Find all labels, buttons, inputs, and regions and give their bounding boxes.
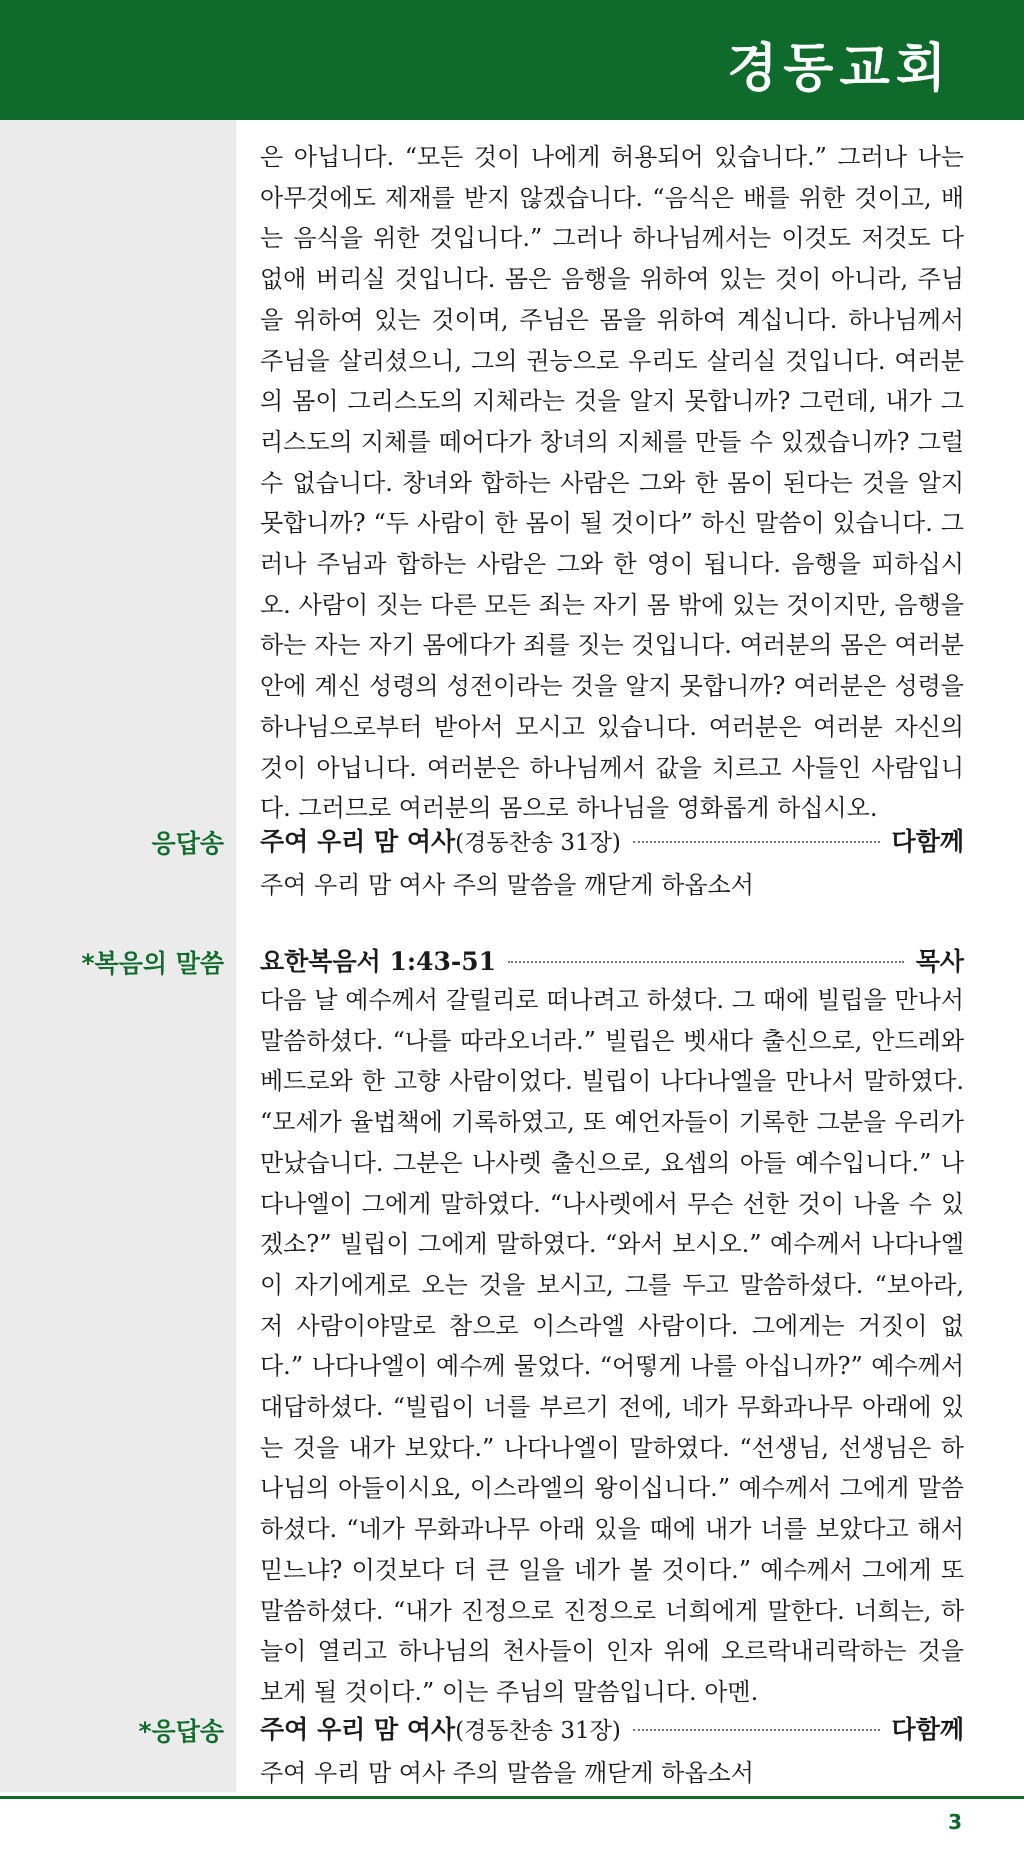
dotted-leader (633, 841, 880, 843)
header-bar (0, 0, 1024, 120)
scripture-reference: 요한복음서 1:43-51 (260, 947, 497, 976)
dotted-leader (633, 1729, 880, 1731)
gospel-label: *복음의 말씀 (81, 949, 224, 978)
leader-name: 목사 (915, 947, 964, 976)
response-song-line-2 (260, 1708, 964, 1748)
gospel-heading (260, 940, 964, 980)
hymn-title: 주여 우리 맘 여사 (260, 827, 456, 856)
gospel-text: 다음 날 예수께서 갈릴리로 떠나려고 하셨다. 그 때에 빌립을 만나서 말씀하셨다. “나를 따라오너라.” 빌립은 벳새다 출신으로, 안드레와 베드로와 한 고향 사람이었다. 빌립이 나다나엘을 만나서 말하였다. “모세가 율법책에 기록하였고, 또 예언자들이 기록한 그분을 우리가 만났습니다. 그분은 나사렛 출신으로, 요셉의 아들 예수입니다.” 나다나엘이 그에게 말하였다. “나사렛에서 무슨 선한 것이 나올 수 있겠소?” 빌립이 그에게 말하였다. “와서 보시오.” 예수께서 나다나엘이 자기에게로 오는 것을 보시고, 그를 두고 말씀하셨다. “보아라, 저 사람이야말로 참으로 이스라엘 사람이다. 그에게는 거짓이 없다.” 나다나엘이 예수께 물었다. “어떻게 나를 아십니까?” 예수께서 대답하셨다. “빌립이 너를 부르기 전에, 네가 무화과나무 아래에 있는 것을 내가 보았다.” 나다나엘이 말하였다. “선생님, 선생님은 하나님의 아들이시요, 이스라엘의 왕이십니다.” 예수께서 그에게 말씀하셨다. “네가 무화과나무 아래 있을 때에 내가 너를 보았다고 해서 믿느냐? 이것보다 더 큰 일을 네가 볼 것이다.” 예수께서 그에게 또 말씀하셨다. “내가 진정으로 진정으로 너희에게 말한다. 너희는, 하늘이 열리고 하나님의 천사들이 인자 위에 오르락내리락하는 것을 보게 될 것이다.” 이는 주님의 말씀입니다. 아멘. (260, 986, 964, 1706)
response-song-lyric-2: 주여 우리 맘 여사 주의 말씀을 깨닫게 하옵소서 (260, 1758, 754, 1787)
response-song-line (260, 820, 964, 860)
response-song-label: 응답송 (151, 829, 224, 858)
page-number: 3 (948, 1810, 962, 1834)
response-song-lyric: 주여 우리 맘 여사 주의 말씀을 깨닫게 하옵소서 (260, 870, 754, 899)
hymn-title: 주여 우리 맘 여사 (260, 1715, 456, 1744)
footer-rule (0, 1796, 1024, 1799)
passage-continued: 은 아닙니다. “모든 것이 나에게 허용되어 있습니다.” 그러나 나는 아무것에도 제재를 받지 않겠습니다. “음식은 배를 위한 것이고, 배는 음식을 위한 것입니다.” 그러나 하나님께서는 이것도 저것도 다 없애 버리실 것입니다. 몸은 음행을 위하여 있는 것이 아니라, 주님을 위하여 있는 것이며, 주님은 몸을 위하여 계십니다. 하나님께서 주님을 살리셨으니, 그의 권능으로 우리도 살리실 것입니다. 여러분의 몸이 그리스도의 지체라는 것을 알지 못합니까? 그런데, 내가 그리스도의 지체를 떼어다가 창녀의 지체를 만들 수 있겠습니까? 그럴 수 없습니다. 창녀와 합하는 사람은 그와 한 몸이 된다는 것을 알지 못합니까? “두 사람이 한 몸이 될 것이다” 하신 말씀이 있습니다. 그러나 주님과 합하는 사람은 그와 한 영이 됩니다. 음행을 피하십시오. 사람이 짓는 다른 모든 죄는 자기 몸 밖에 있는 것이지만, 음행을 하는 자는 자기 몸에다가 죄를 짓는 것입니다. 여러분의 몸은 여러분 안에 계신 성령의 성전이라는 것을 알지 못합니까? 여러분은 성령을 하나님으로부터 받아서 모시고 있습니다. 여러분은 여러분 자신의 것이 아닙니다. 여러분은 하나님께서 값을 치르고 사들인 사람입니다. 그러므로 여러분의 몸으로 하나님을 영화롭게 하십시오. (260, 143, 964, 823)
hymn-source: (경동찬송 31장) (455, 829, 621, 856)
church-name: 경동교회 (727, 39, 952, 99)
response-song-label-2: *응답송 (138, 1717, 224, 1746)
dotted-leader (508, 961, 904, 963)
hymn-source: (경동찬송 31장) (455, 1717, 621, 1744)
leader-name: 다함께 (891, 1715, 964, 1744)
leader-name: 다함께 (891, 827, 964, 856)
